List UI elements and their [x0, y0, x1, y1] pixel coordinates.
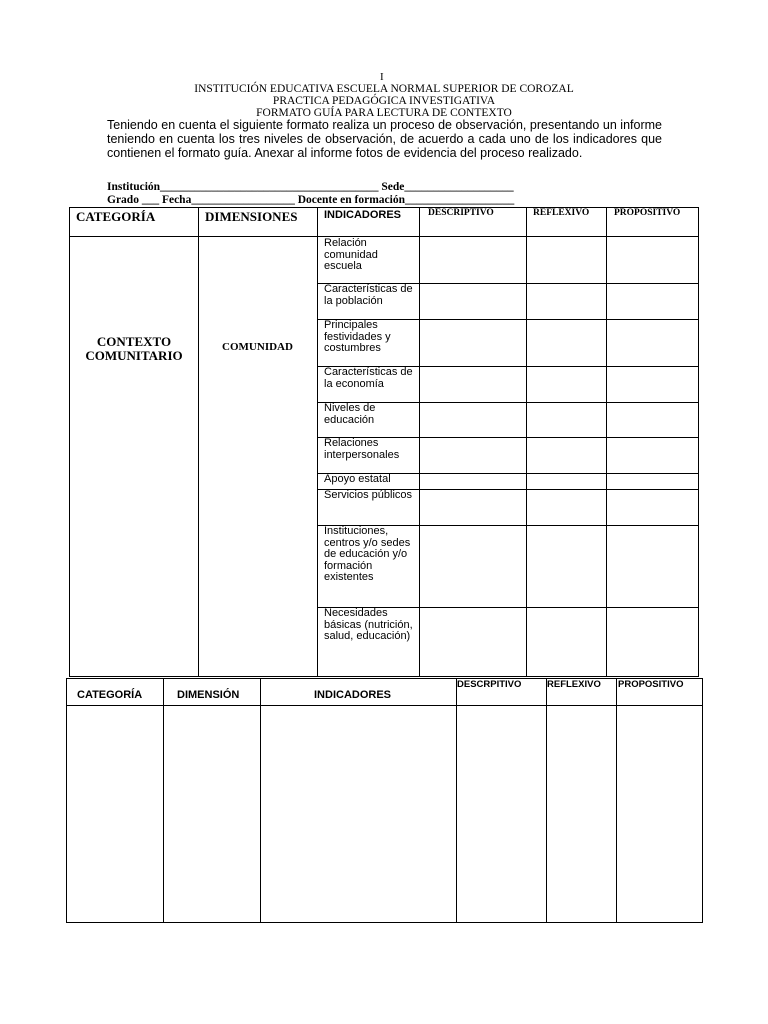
- header-dimension: DIMENSIÓN: [177, 689, 240, 701]
- header-reflexivo: REFLEXIVO: [533, 208, 590, 218]
- indicator-item: Características de la población: [324, 283, 413, 307]
- header-line-2: PRACTICA PEDAGÓGICA INVESTIGATIVA: [272, 95, 496, 107]
- header-indicadores: INDICADORES: [324, 209, 402, 221]
- header-line-1: INSTITUCIÓN EDUCATIVA ESCUELA NORMAL SUPERIOR DE COROZAL: [194, 83, 574, 95]
- indicator-item: Relaciones interpersonales: [324, 437, 400, 461]
- page-number: I: [380, 71, 384, 83]
- header-categoria: CATEGORÍA: [77, 689, 143, 701]
- indicator-item: Apoyo estatal: [324, 473, 391, 485]
- indicator-item: Niveles de educación: [324, 402, 376, 426]
- indicator-item: Instituciones, centros y/o sedes de educación y/o formación existentes: [324, 525, 411, 583]
- header-propositivo: PROPOSITIVO: [618, 679, 684, 690]
- indicator-item: Relación comunidad escuela: [324, 237, 378, 272]
- dimension-cell: COMUNIDAD: [222, 341, 293, 353]
- header-reflexivo: REFLEXIVO: [547, 679, 601, 690]
- header-descriptivo: DESCRIPTIVO: [428, 208, 494, 218]
- blank-table: [66, 678, 703, 923]
- header-categoria: CATEGORÍA: [76, 209, 156, 224]
- header-indicadores: INDICADORES: [314, 689, 392, 701]
- intro-paragraph: Teniendo en cuenta el siguiente formato realiza un proceso de observación, presentando un informe teniendo en cuenta los tres niveles de observación, de acuerdo a cada uno de los indicadores que contienen el formato guía. Anexar al informe fotos de evidencia del proceso realizado.: [107, 118, 662, 160]
- indicator-item: Necesidades básicas (nutrición, salud, educación): [324, 607, 413, 642]
- header-dimensiones: DIMENSIONES: [205, 209, 298, 224]
- indicator-item: Características de la economía: [324, 366, 413, 390]
- header-descriptivo: DESCRPITIVO: [457, 679, 522, 690]
- indicator-item: Servicios públicos: [324, 489, 413, 501]
- field-line-grado: Grado ___ Fecha__________________ Docente en formación___________________: [107, 194, 515, 206]
- categoria-cell: CONTEXTO COMUNITARIO: [85, 334, 183, 363]
- header-propositivo: PROPOSITIVO: [614, 208, 681, 218]
- header-line-3: FORMATO GUÍA PARA LECTURA DE CONTEXTO: [256, 107, 512, 119]
- indicator-item: Principales festividades y costumbres: [324, 319, 391, 354]
- field-line-institucion: Institución______________________________________ Sede___________________: [107, 181, 514, 193]
- context-table: [69, 207, 699, 677]
